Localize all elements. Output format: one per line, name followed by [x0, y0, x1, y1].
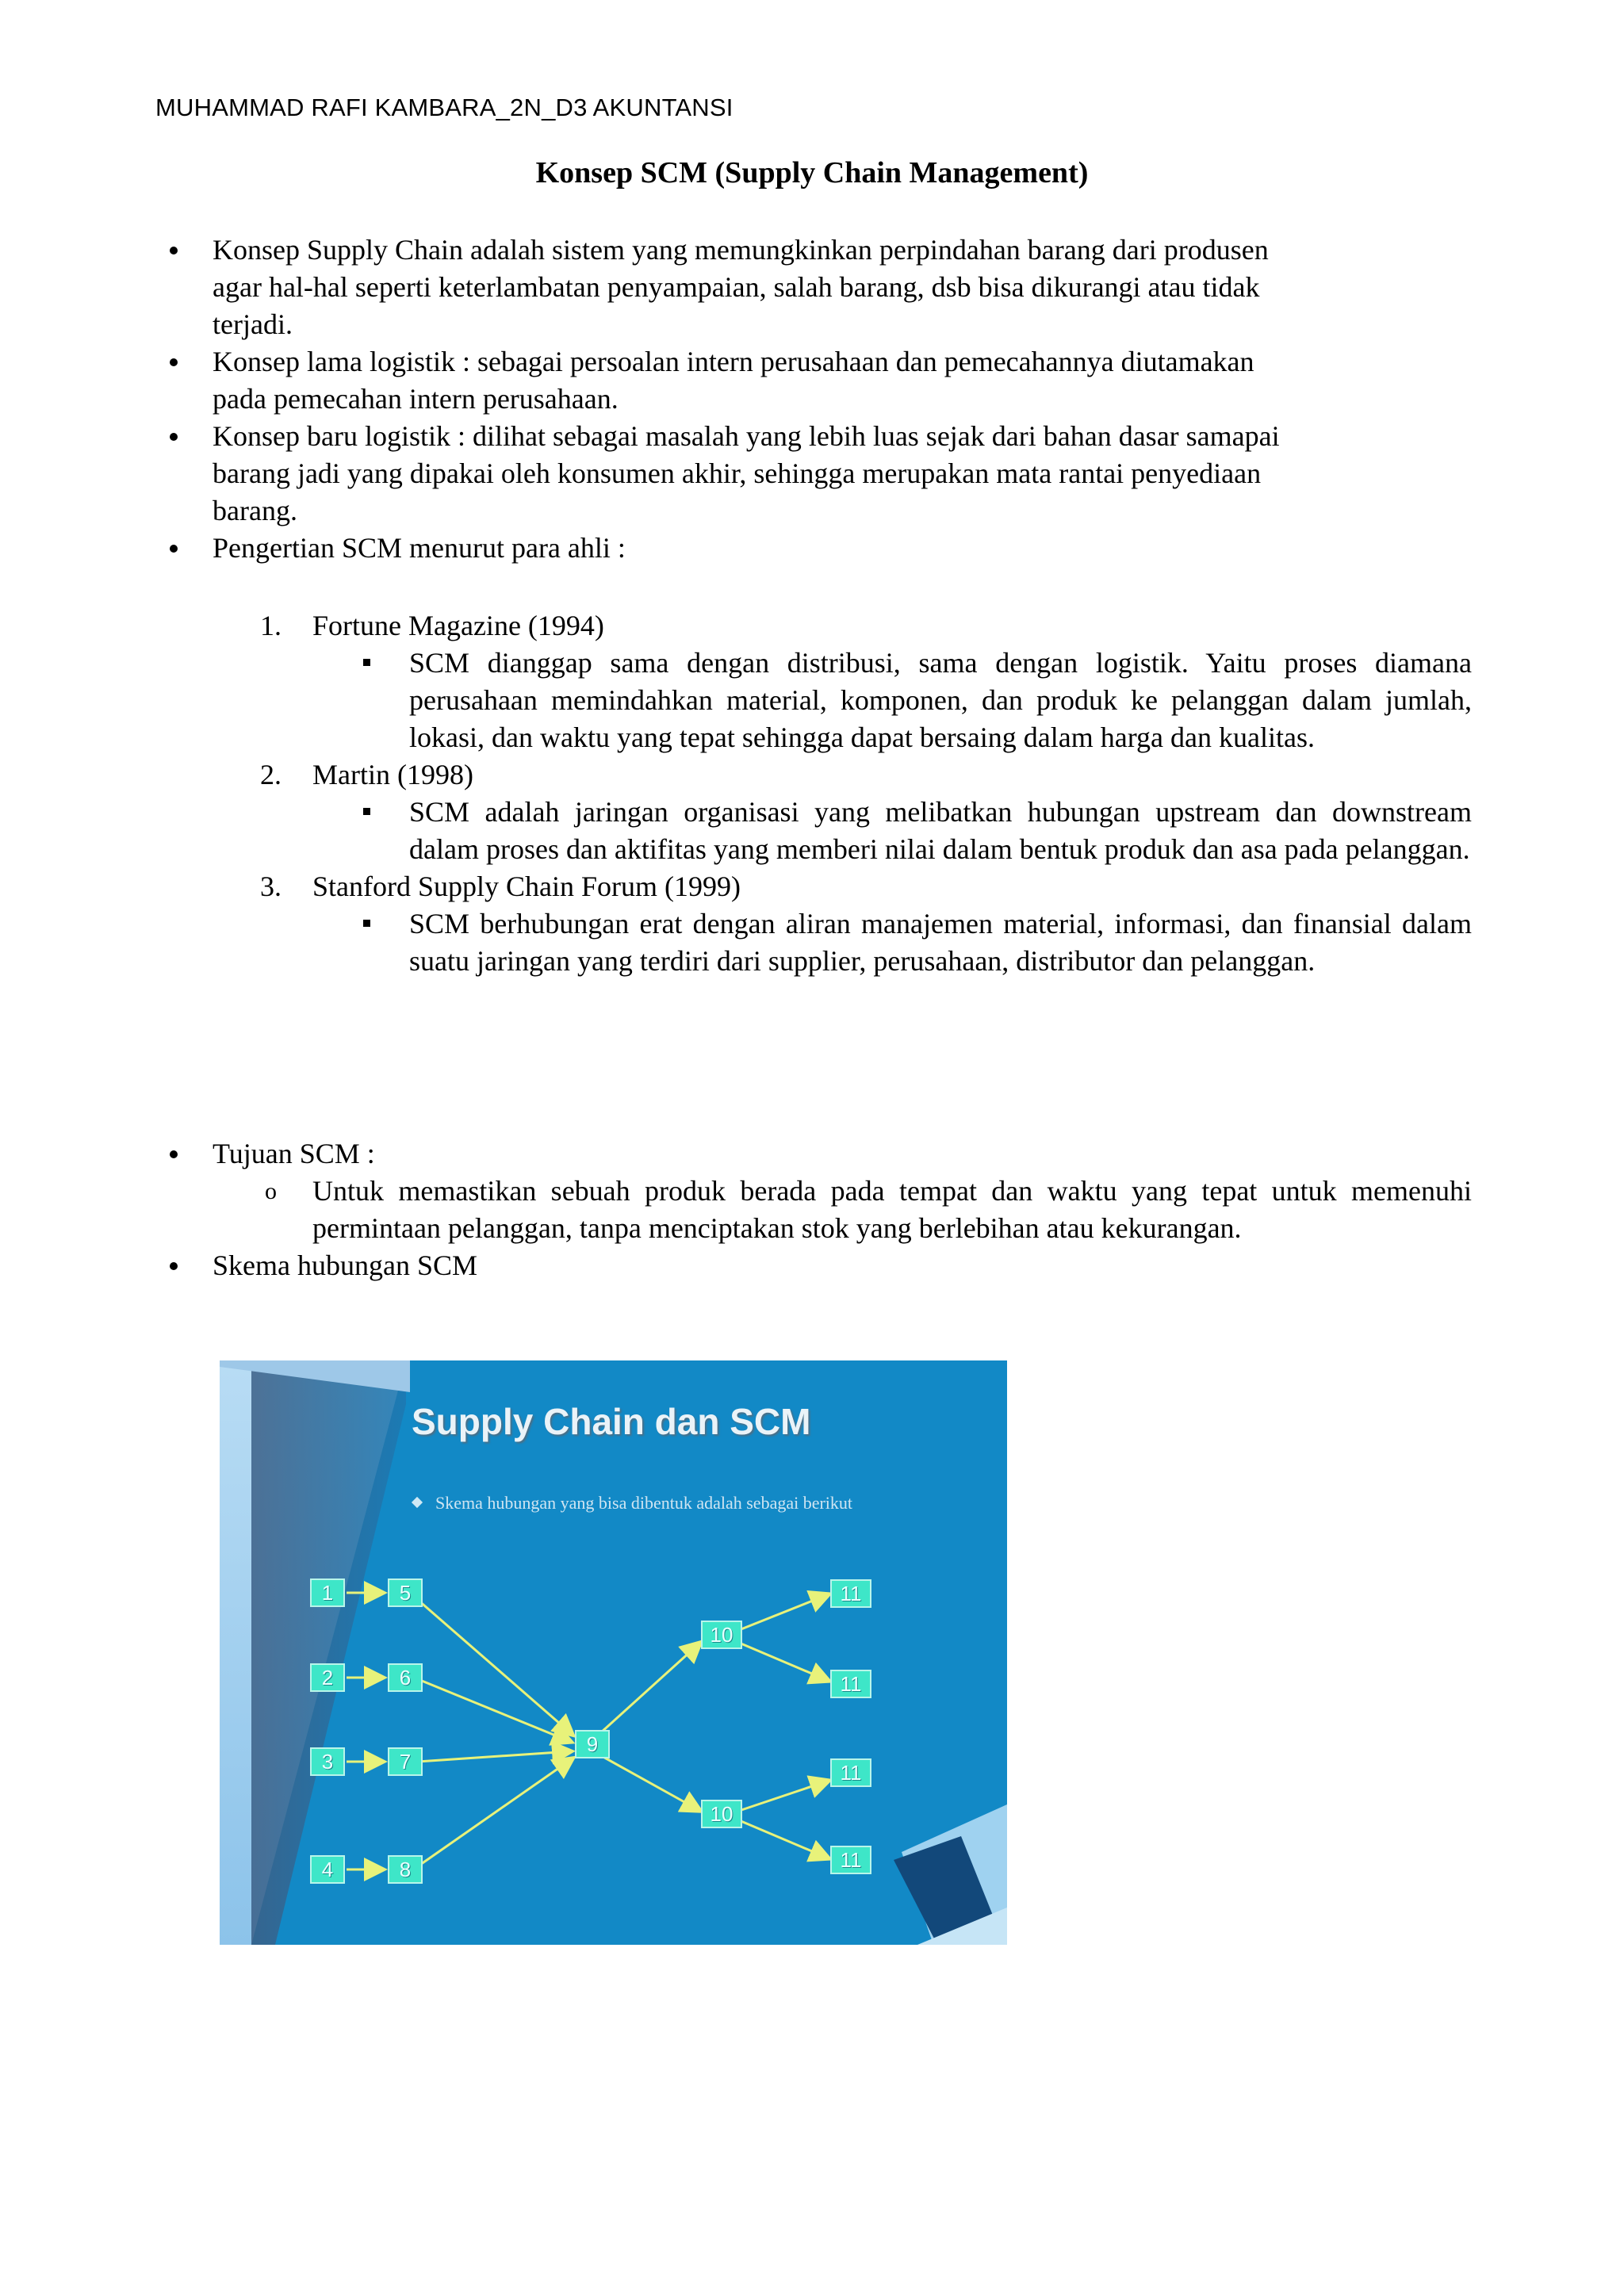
- tujuan-text: Untuk memastikan sebuah produk berada pada tempat dan waktu yang tepat untuk memenuhi permintaan pelanggan, tanpa menciptakan stok yang berlebihan atau kekurangan.: [312, 1175, 1472, 1244]
- diagram-node-4: 4: [310, 1855, 345, 1884]
- diagram-node-1: 1: [310, 1578, 345, 1607]
- scm-slide-image: [220, 1360, 1007, 1945]
- slide-bullet-text: Skema hubungan yang bisa dibentuk adalah sebagai berikut: [435, 1493, 853, 1513]
- diagram-node-8: 8: [388, 1855, 423, 1884]
- diagram-node-3: 3: [310, 1747, 345, 1776]
- skema-label: Skema hubungan SCM: [213, 1249, 478, 1281]
- diagram-node-2: 2: [310, 1663, 345, 1692]
- diagram-node-5: 5: [388, 1578, 423, 1607]
- slide-title: Supply Chain dan SCM: [412, 1401, 811, 1442]
- bullet-line: Pengertian SCM menurut para ahli :: [213, 532, 626, 564]
- bullet-dot: [170, 1262, 178, 1270]
- diagram-node-6: 6: [388, 1663, 423, 1692]
- circle-bullet: o: [265, 1178, 277, 1204]
- intro-bullet-list: [155, 232, 1448, 567]
- expert-item: [155, 607, 1472, 645]
- header-author-line: MUHAMMAD RAFI KAMBARA_2N_D3 AKUNTANSI: [155, 94, 733, 121]
- expert-definition-text: SCM dianggap sama dengan distribusi, sama dengan logistik. Yaitu proses diamana perusahaan memindahkan material, komponen, dan produk ke pelanggan dalam jumlah, lokasi, dan waktu yang tepat sehingga dapat bersaing dalam harga dan kualitas.: [409, 647, 1472, 753]
- diagram-node-10-bottom: 10: [701, 1800, 742, 1828]
- expert-number: 2.: [260, 759, 282, 790]
- expert-name: Fortune Magazine (1994): [312, 610, 604, 641]
- tujuan-section: [155, 1135, 1472, 1284]
- expert-item: [155, 756, 1472, 794]
- bullet-line: barang jadi yang dipakai oleh konsumen akhir, sehingga merupakan mata rantai penyediaan: [213, 457, 1262, 489]
- bullet-dot: [170, 358, 178, 366]
- square-bullet: [363, 659, 370, 666]
- bullet-line: Konsep lama logistik : sebagai persoalan intern perusahaan dan pemecahannya diutamakan: [213, 346, 1254, 377]
- bullet-item-pengertian: [155, 530, 1448, 567]
- expert-definition: [155, 645, 1472, 756]
- tujuan-subitem: [155, 1173, 1472, 1247]
- expert-number: 3.: [260, 871, 282, 902]
- bullet-dot: [170, 247, 178, 254]
- bullet-line: agar hal-hal seperti keterlambatan penyampaian, salah barang, dsb bisa dikurangi atau tidak: [213, 271, 1260, 303]
- bullet-dot: [170, 433, 178, 441]
- expert-definition: [155, 794, 1472, 868]
- bullet-dot: [170, 1150, 178, 1158]
- bullet-item-skema: [155, 1247, 1472, 1284]
- expert-definition: [155, 905, 1472, 980]
- bullet-line: pada pemecahan intern perusahaan.: [213, 383, 619, 415]
- diagram-node-11-b: 11: [830, 1670, 871, 1698]
- bullet-line: Konsep Supply Chain adalah sistem yang memungkinkan perpindahan barang dari produsen: [213, 234, 1269, 266]
- diagram-node-11-a: 11: [830, 1579, 871, 1608]
- expert-definition-text: SCM adalah jaringan organisasi yang melibatkan hubungan upstream dan downstream dalam proses dan aktifitas yang memberi nilai dalam bentuk produk dan asa pada pelanggan.: [409, 796, 1472, 865]
- expert-list: [155, 607, 1472, 980]
- document-title: Konsep SCM (Supply Chain Management): [535, 156, 1089, 189]
- expert-item: [155, 868, 1472, 905]
- diagram-node-10-top: 10: [701, 1621, 742, 1649]
- bullet-line: Konsep baru logistik : dilihat sebagai masalah yang lebih luas sejak dari bahan dasar samapai: [213, 420, 1280, 452]
- bullet-dot: [170, 545, 178, 553]
- diagram-node-11-c: 11: [830, 1758, 871, 1787]
- diagram-node-9: 9: [575, 1730, 610, 1758]
- expert-number: 1.: [260, 610, 282, 641]
- diagram-node-11-d: 11: [830, 1846, 871, 1874]
- expert-name: Stanford Supply Chain Forum (1999): [312, 871, 741, 902]
- bullet-line: barang.: [213, 495, 297, 526]
- tujuan-label: Tujuan SCM :: [213, 1138, 375, 1169]
- square-bullet: [363, 920, 370, 927]
- diagram-node-7: 7: [388, 1747, 423, 1776]
- bullet-item-konsep-lama: [155, 343, 1448, 418]
- expert-definition-text: SCM berhubungan erat dengan aliran manajemen material, informasi, dan finansial dalam suatu jaringan yang terdiri dari supplier, perusahaan, distributor dan pelanggan.: [409, 908, 1472, 977]
- square-bullet: [363, 808, 370, 815]
- bullet-item-konsep-supply-chain: [155, 232, 1448, 343]
- bullet-item-konsep-baru: [155, 418, 1448, 530]
- expert-name: Martin (1998): [312, 759, 473, 790]
- bullet-item-tujuan: [155, 1135, 1472, 1173]
- bullet-line: terjadi.: [213, 308, 293, 340]
